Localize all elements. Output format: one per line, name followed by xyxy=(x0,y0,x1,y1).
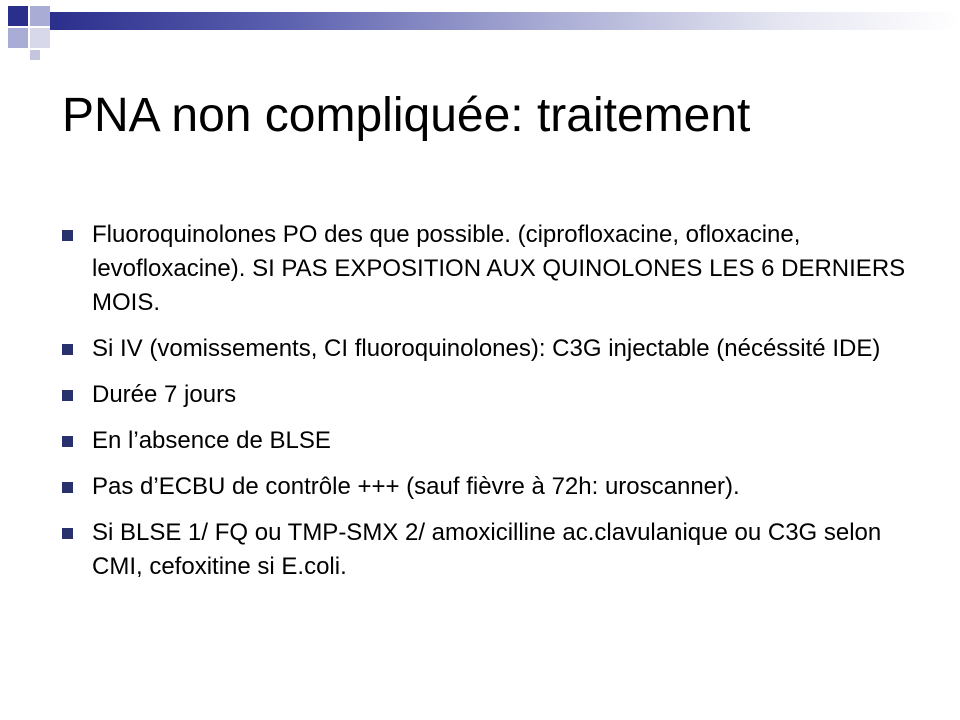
square-bullet-icon xyxy=(62,528,73,539)
bullet-item xyxy=(62,424,922,458)
bullet-text: Si BLSE 1/ FQ ou TMP-SMX 2/ amoxicilline ac.clavulanique ou C3G selon CMI, cefoxitine si E.coli. xyxy=(92,519,882,580)
decor-square-pale xyxy=(30,28,50,48)
header-decoration xyxy=(0,0,960,80)
square-bullet-icon xyxy=(62,230,73,241)
bullet-item xyxy=(62,332,922,366)
bullet-item xyxy=(62,516,922,584)
decor-square-small xyxy=(30,50,40,60)
slide-title: PNA non compliquée: traitement xyxy=(62,89,751,142)
decor-square-light xyxy=(8,28,28,48)
square-bullet-icon xyxy=(62,436,73,447)
square-bullet-icon xyxy=(62,390,73,401)
header-gradient-bar xyxy=(50,12,960,30)
square-bullet-icon xyxy=(62,482,73,493)
square-bullet-icon xyxy=(62,344,73,355)
decor-square-light xyxy=(30,6,50,26)
bullet-item xyxy=(62,218,922,320)
bullet-text: En l’absence de BLSE xyxy=(92,427,331,454)
bullet-item xyxy=(62,378,922,412)
bullet-item xyxy=(62,470,922,504)
bullet-text: Si IV (vomissements, CI fluoroquinolones): C3G injectable (nécéssité IDE) xyxy=(92,335,881,362)
bullet-list xyxy=(62,218,922,596)
bullet-text: Pas d’ECBU de contrôle +++ (sauf fièvre à 72h: uroscanner). xyxy=(92,473,740,500)
decor-square-dark xyxy=(8,6,28,26)
bullet-text: Fluoroquinolones PO des que possible. (ciprofloxacine, ofloxacine, levofloxacine). SI PAS EXPOSITION AUX QUINOLONES LES 6 DERNIERS MOIS. xyxy=(92,221,906,316)
bullet-text: Durée 7 jours xyxy=(92,381,237,408)
